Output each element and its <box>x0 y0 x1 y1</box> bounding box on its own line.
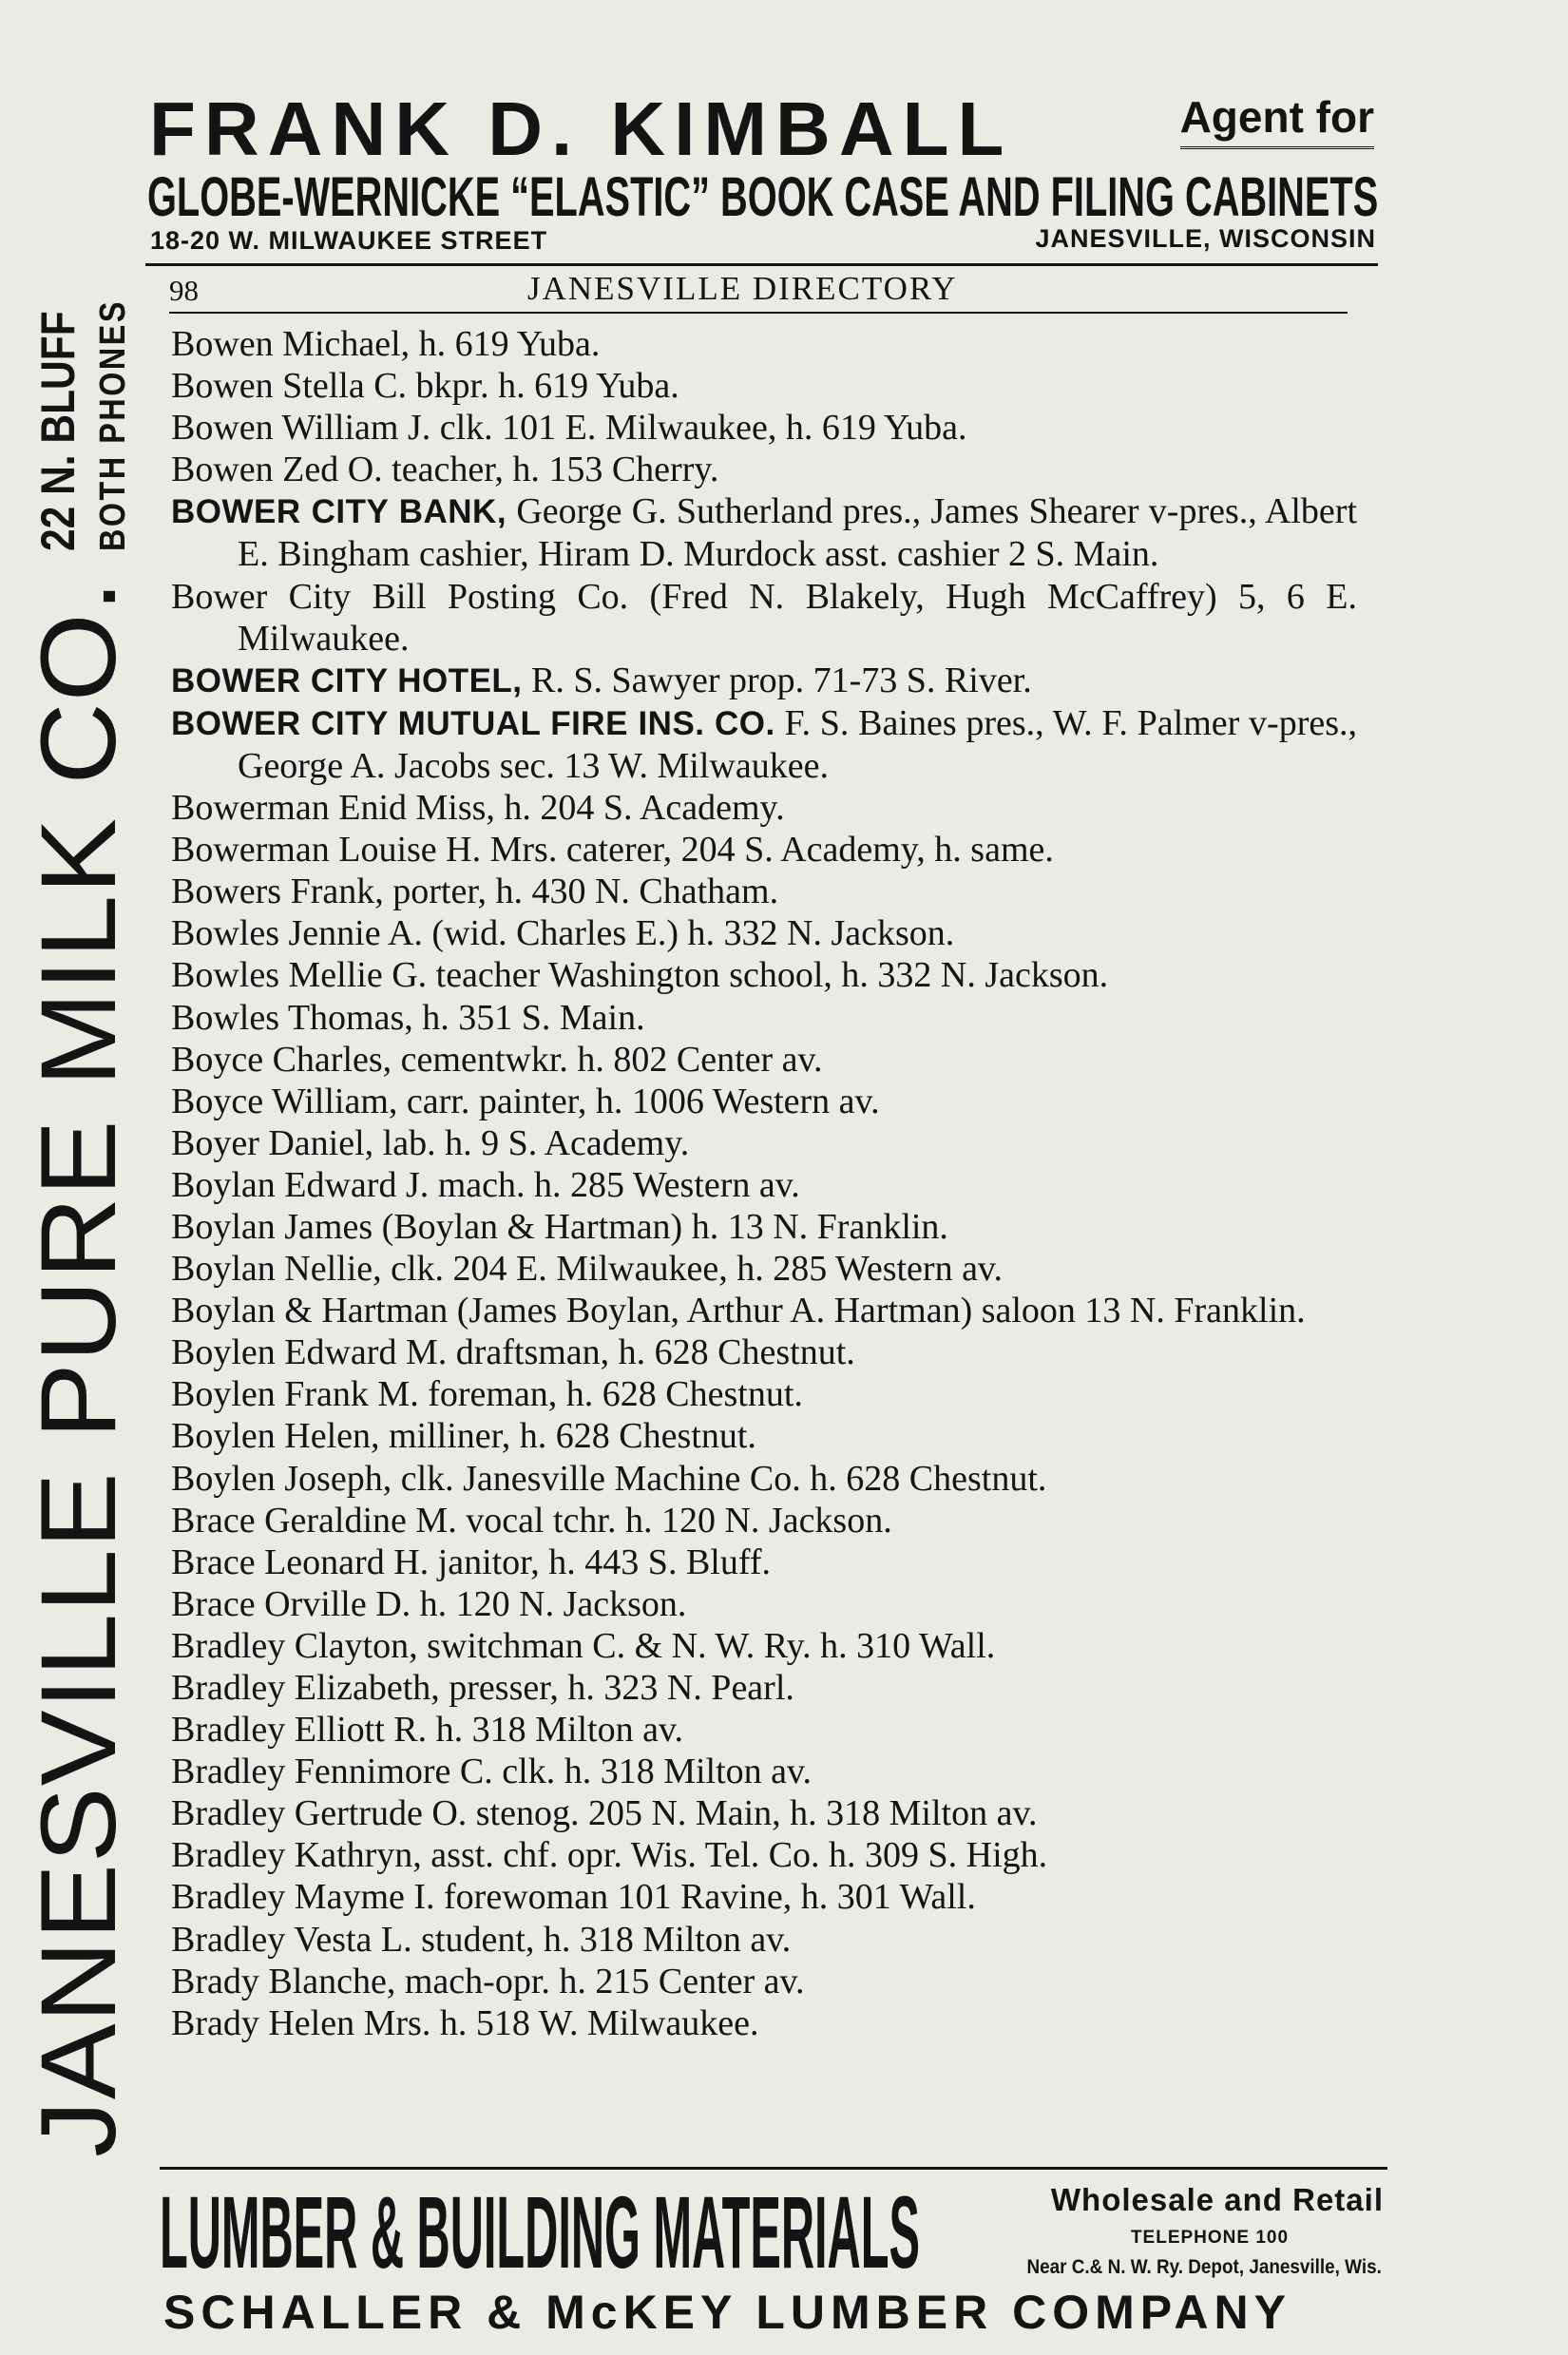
entry-text: Bowles Thomas, h. 351 S. Main. <box>171 997 645 1038</box>
directory-entry <box>171 1751 1357 1792</box>
entry-text: Boylen Helen, milliner, h. 628 Chestnut. <box>171 1416 756 1457</box>
side-ad-address: 22 N. BLUFF <box>31 311 85 551</box>
directory-entry <box>171 997 1357 1039</box>
entry-text: Boyce Charles, cementwkr. h. 802 Center av. <box>171 1039 823 1080</box>
side-ad-phones: BOTH PHONES <box>93 299 133 551</box>
page-number: 98 <box>169 274 199 307</box>
advertiser-city: JANESVILLE, WISCONSIN <box>1035 224 1376 253</box>
entry-text: Brady Blanche, mach-opr. h. 215 Center av. <box>171 1961 805 2001</box>
entry-text: Boyer Daniel, lab. h. 9 S. Academy. <box>171 1122 690 1163</box>
entry-text: Brace Orville D. h. 120 N. Jackson. <box>171 1583 687 1624</box>
entry-text: Boylan & Hartman (James Boylan, Arthur A. Hartman) saloon 13 N. Franklin. <box>171 1291 1306 1331</box>
entry-text: Bradley Gertrude O. stenog. 205 N. Main, h. 318 Milton av. <box>171 1793 1038 1834</box>
entry-text: Boyce William, carr. painter, h. 1006 Western av. <box>171 1081 880 1121</box>
directory-entry <box>171 1583 1357 1625</box>
entry-text: George G. Sutherland pres., James Shearer v-pres., Albert E. Bingham cashier, Hiram D. Murdock asst. cashier 2 S. Main. <box>238 491 1357 575</box>
top-divider <box>145 263 1378 266</box>
directory-entry <box>171 449 1357 490</box>
directory-entry <box>171 1667 1357 1709</box>
directory-entry <box>171 1122 1357 1164</box>
entry-text: Boylen Frank M. foreman, h. 628 Chestnut. <box>171 1374 803 1415</box>
entry-text: Boylen Joseph, clk. Janesville Machine Co. h. 628 Chestnut. <box>171 1458 1047 1499</box>
entry-text: F. S. Baines pres., W. F. Palmer v-pres., George A. Jacobs sec. 13 W. Milwaukee. <box>238 702 1358 786</box>
directory-entry <box>171 1206 1357 1248</box>
entry-text: Bradley Elizabeth, presser, h. 323 N. Pearl. <box>171 1668 794 1708</box>
entry-text: Bowles Jennie A. (wid. Charles E.) h. 332 N. Jackson. <box>171 913 955 954</box>
entry-text: Brace Geraldine M. vocal tchr. h. 120 N. Jackson. <box>171 1500 892 1541</box>
entry-text: Boylan James (Boylan & Hartman) h. 13 N. Franklin. <box>171 1206 948 1247</box>
entry-text: Boylan Edward J. mach. h. 285 Western av. <box>171 1164 800 1205</box>
directory-entry <box>171 1500 1357 1541</box>
entry-business-name: BOWER CITY BANK, <box>171 493 507 531</box>
directory-entry <box>171 1373 1357 1415</box>
entry-text: Bradley Fennimore C. clk. h. 318 Milton av. <box>171 1752 813 1792</box>
directory-entry <box>171 1876 1357 1918</box>
directory-entry <box>171 1625 1357 1667</box>
directory-entry <box>171 912 1357 954</box>
top-advertisement <box>147 84 1378 264</box>
entry-business-name: BOWER CITY HOTEL, <box>171 661 523 699</box>
directory-entry <box>171 1164 1357 1206</box>
directory-entry <box>171 1919 1357 1961</box>
entry-text: Bradley Kathryn, asst. chf. opr. Wis. Tel. Co. h. 309 S. High. <box>171 1835 1048 1876</box>
advertiser-street: 18-20 W. MILWAUKEE STREET <box>150 226 548 255</box>
directory-entry <box>171 1541 1357 1583</box>
directory-entry <box>171 829 1357 871</box>
directory-entry <box>171 2002 1357 2044</box>
running-head: JANESVILLE DIRECTORY <box>527 270 958 307</box>
side-advertisement <box>19 266 164 2157</box>
directory-entry <box>171 323 1357 365</box>
bottom-advertisement <box>160 2174 1387 2339</box>
directory-entry <box>171 1961 1357 2002</box>
entry-text: Bradley Vesta L. student, h. 318 Milton av. <box>171 1919 792 1960</box>
directory-entry <box>171 1709 1357 1751</box>
entry-text: Bowen Michael, h. 619 Yuba. <box>171 324 601 364</box>
entry-text: Bowerman Louise H. Mrs. caterer, 204 S. Academy, h. same. <box>171 830 1054 871</box>
directory-entry <box>171 1081 1357 1122</box>
entry-text: Bowles Mellie G. teacher Washington school, h. 332 N. Jackson. <box>171 955 1109 996</box>
directory-entry <box>171 1834 1357 1876</box>
directory-listing <box>171 323 1357 2044</box>
directory-entry <box>171 407 1357 449</box>
entry-text: Brace Leonard H. janitor, h. 443 S. Bluff. <box>171 1541 771 1582</box>
directory-entry <box>171 490 1357 575</box>
advertised-product: GLOBE-WERNICKE “ELASTIC” BOOK CASE AND FILING CABINETS <box>147 166 1379 228</box>
directory-entry <box>171 1290 1357 1331</box>
directory-entry <box>171 954 1357 996</box>
directory-entry <box>171 576 1357 660</box>
entry-text: Bowerman Enid Miss, h. 204 S. Academy. <box>171 788 785 829</box>
entry-text: Bowen Stella C. bkpr. h. 619 Yuba. <box>171 366 679 407</box>
directory-entry <box>171 1792 1357 1834</box>
directory-entry <box>171 365 1357 407</box>
directory-entry <box>171 660 1357 702</box>
directory-entry <box>171 1458 1357 1500</box>
entry-text: Bradley Elliott R. h. 318 Milton av. <box>171 1710 683 1751</box>
directory-entry <box>171 1039 1357 1081</box>
entry-business-name: BOWER CITY MUTUAL FIRE INS. CO. <box>171 704 775 742</box>
entry-text: Bradley Clayton, switchman C. & N. W. Ry. h. 310 Wall. <box>171 1625 996 1666</box>
directory-entry <box>171 702 1357 787</box>
side-ad-title: JANESVILLE PURE MILK CO. <box>19 579 138 2157</box>
entry-text: Boylen Edward M. draftsman, h. 628 Chestnut. <box>171 1332 855 1373</box>
entry-text: Boylan Nellie, clk. 204 E. Milwaukee, h. 285 Western av. <box>171 1249 1003 1290</box>
entry-text: Bower City Bill Posting Co. (Fred N. Blakely, Hugh McCaffrey) 5, 6 E. Milwaukee. <box>171 576 1357 659</box>
header-divider <box>169 312 1348 314</box>
bottom-ad-headline: LUMBER & BUILDING MATERIALS <box>160 2174 920 2289</box>
entry-text: Bowers Frank, porter, h. 430 N. Chatham. <box>171 871 779 912</box>
entry-text: Bowen Zed O. teacher, h. 153 Cherry. <box>171 450 719 490</box>
directory-entry <box>171 1248 1357 1290</box>
bottom-ad-location: Near C.& N. W. Ry. Depot, Janesville, Wis. <box>1026 2256 1382 2278</box>
agent-label: Agent for <box>1180 95 1374 149</box>
directory-entry <box>171 787 1357 829</box>
bottom-divider <box>160 2167 1387 2170</box>
advertiser-name: FRANK D. KIMBALL <box>149 86 1013 171</box>
bottom-ad-company: SCHALLER & McKEY LUMBER COMPANY <box>163 2286 1291 2339</box>
directory-entry <box>171 1415 1357 1457</box>
bottom-ad-phone: TELEPHONE 100 <box>1130 2228 1290 2248</box>
entry-text: Bradley Mayme I. forewoman 101 Ravine, h. 301 Wall. <box>171 1877 976 1918</box>
entry-text: Bowen William J. clk. 101 E. Milwaukee, h. 619 Yuba. <box>171 408 967 449</box>
directory-entry <box>171 1331 1357 1373</box>
entry-text: Brady Helen Mrs. h. 518 W. Milwaukee. <box>171 2002 759 2043</box>
directory-entry <box>171 871 1357 912</box>
entry-text: R. S. Sawyer prop. 71-73 S. River. <box>531 660 1032 700</box>
bottom-ad-trade: Wholesale and Retail <box>1050 2182 1384 2217</box>
